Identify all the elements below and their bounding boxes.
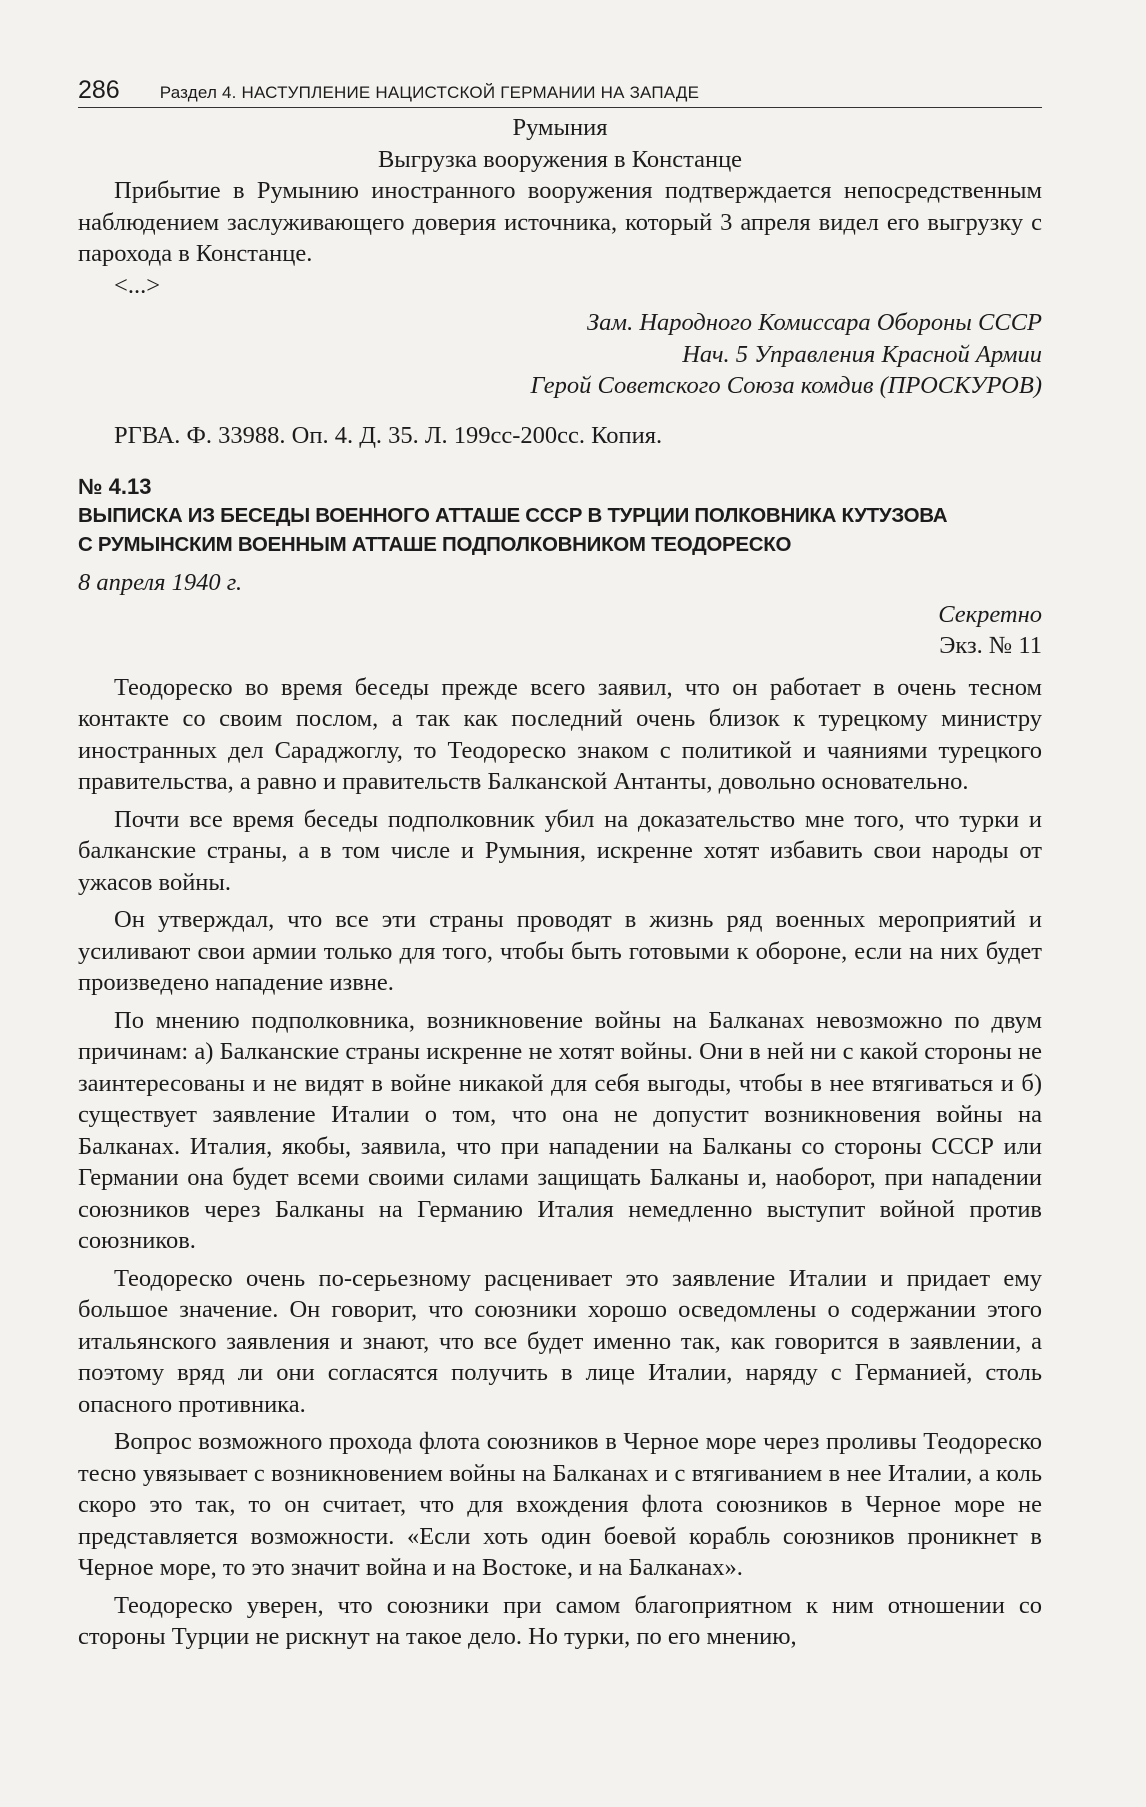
body-paragraph: Он утверждал, что все эти страны проводят в жизнь ряд военных мероприятий и усиливают свои армии только для того, чтобы быть готовыми к обороне, если на них будет произведено нападение извне. [78,906,1042,996]
running-header [78,78,1042,108]
document-title-line: С РУМЫНСКИМ ВОЕННЫМ АТТАШЕ ПОДПОЛКОВНИКОМ ТЕОДОРЕСКО [78,533,792,556]
body-paragraph: Теодореско очень по-серьезному расценивает это заявление Италии и придает ему большое значение. Он говорит, что союзники хорошо осведомлены о содержании этого итальянского заявления и знают, что все будет именно так, как говорится в заявлении, а поэтому вряд ли они согласятся получить в лице Италии, наряду с Германией, столь опасного противника. [78,1264,1042,1418]
page-body [78,112,1042,1653]
body-paragraph: Прибытие в Румынию иностранного вооружения подтверждается непосредственным наблюдением заслуживающего доверия источника, который 3 апреля видел его выгрузку с парохода в Констанце. [78,177,1042,267]
signature-line: Нач. 5 Управления Красной Армии [682,340,1042,368]
running-title: Раздел 4. НАСТУПЛЕНИЕ НАЦИСТСКОЙ ГЕРМАНИИ НА ЗАПАДЕ [159,83,700,103]
document-number: № 4.13 [78,474,152,499]
document-title [78,501,1042,559]
archive-reference: РГВА. Ф. 33988. Оп. 4. Д. 35. Л. 199сс-200сс. Копия. [114,421,663,449]
signature-line: Зам. Народного Комиссара Обороны СССР [587,309,1042,336]
page-number: 286 [78,76,120,104]
body-paragraph: Почти все время беседы подполковник убил на доказательство мне того, что турки и балканские страны, а в том числе и Румыния, искренне хотят избавить свои народы от ужасов войны. [78,805,1042,896]
document-title-line: ВЫПИСКА ИЗ БЕСЕДЫ ВОЕННОГО АТТАШЕ СССР В ТУРЦИИ ПОЛКОВНИКА КУТУЗОВА [78,504,948,527]
signature-line: Герой Советского Союза комдив (ПРОСКУРОВ) [530,372,1042,399]
body-paragraph: Теодореско во время беседы прежде всего заявил, что он работает в очень тесном контакте со своим послом, а так как последний очень близок к турецкому министру иностранных дел Сараджоглу, то Теодореско знаком с политикой и чаяниями турецкого правительства, а равно и правительств Балканской Антанты, довольно основательно. [78,673,1042,795]
country-heading: Румыния [512,114,608,141]
body-paragraph: По мнению подполковника, возникновение войны на Балканах невозможно по двум причинам: а) Балканские страны искренне не хотят войны. Они в ней ни с какой стороны не заинтересованы и не видят в войне никакой для себя выгоды, чтобы в нее втягиваться и б) существует заявление Италии о том, что она не допустит возникновения войны на Балканах. Италия, якобы, заявила, что при нападении на Балканы со стороны СССР или Германии она будет всеми своими силами защищать Балканы и, наоборот, при нападении союзников через Балканы на Германию Италия немедленно выступит войной против союзников. [78,1006,1042,1254]
signature-block [78,307,1042,402]
body-paragraph: Теодореско уверен, что союзники при самом благоприятном к ним отношении со стороны Турции не рискнут на такое дело. Но турки, по его мнению, [78,1591,1042,1650]
body-paragraph: Вопрос возможного прохода флота союзников в Черное море через проливы Теодореско тесно увязывает с возникновением войны на Балканах и с втягиванием в нее Италии, а коль скоро это так, то он считает, что для вхождения флота союзников в Черное море не представляется возможности. «Если хоть один боевой корабль союзников проникнет в Черное море, то это значит война и на Востоке, и на Балканах». [78,1428,1042,1581]
section-subheading: Выгрузка вооружения в Констанце [377,145,743,173]
document-date: 8 апреля 1940 г. [78,569,243,596]
classification-stamp: Секретно [938,600,1042,628]
copy-number: Экз. № 11 [939,632,1042,659]
omission-mark: <...> [114,271,161,299]
